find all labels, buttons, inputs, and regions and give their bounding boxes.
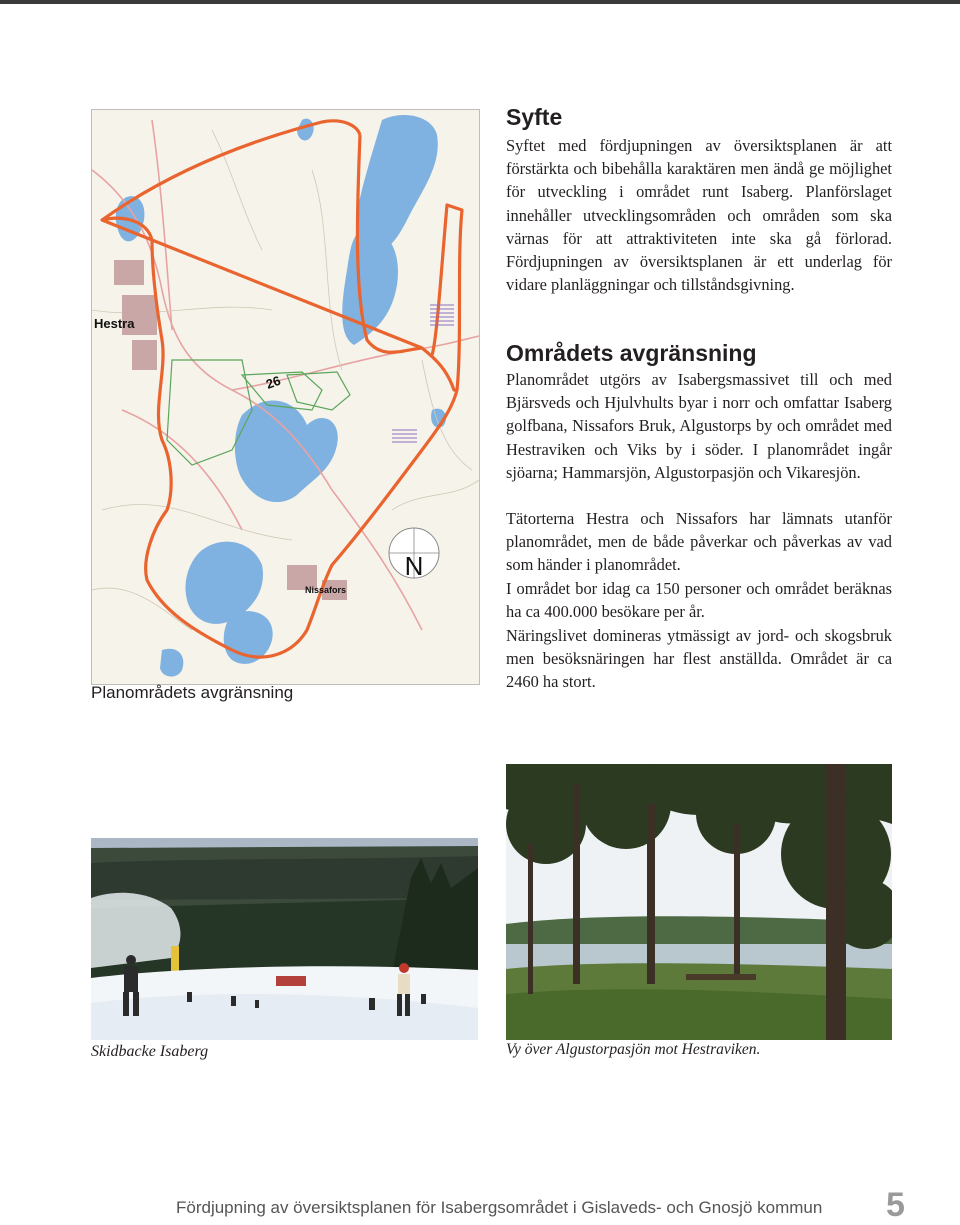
- syfte-heading: Syfte: [506, 104, 563, 130]
- avgransning-paragraph-3: I området bor idag ca 150 personer och området beräknas ha ca 400.000 besökare per år.: [506, 579, 892, 622]
- avgransning-paragraph-2: Tätorterna Hestra och Nissafors har lämnats utanför planområdet, men de både påverkar och påverkas av vad som händer i planområdet.: [506, 509, 892, 575]
- syfte-body: Syftet med fördjupningen av översiktsplanen är att förstärkta och bibehålla karaktären men ändå ge möjlighet för utveckling i området runt Isaberg. Planförslaget innehåller utvecklingsområden och områden som ska värnas för att attraktiviteten inte ska gå förlorad. Fördjupningen av översiktsplanen är ett underlag för vidare planläggningar och tillståndsgivning.: [506, 136, 892, 295]
- map-caption: Planområdets avgränsning: [91, 683, 294, 702]
- plan-area-map: [91, 109, 480, 685]
- footer-title: Fördjupning av översiktsplanen för Isabergsområdet i Gislaveds- och Gnosjö kommun: [176, 1198, 823, 1217]
- north-label: N: [404, 551, 424, 581]
- lake-view-photo: [506, 764, 892, 1040]
- avgransning-paragraph-1: Planområdet utgörs av Isabergsmassivet till och med Bjärsveds och Hjulvhults byar i norr och omfattar Isaberg golfbana, Nissafors Bruk, Algustorps by och området med Hestraviken och Viks by i söder. I planområdet ingår sjöarna; Hammarsjön, Algustorpasjön och Vikaresjön.: [506, 370, 892, 482]
- ski-photo-caption: Skidbacke Isaberg: [91, 1043, 209, 1060]
- avgransning-heading: Områdets avgränsning: [506, 340, 757, 366]
- avgransning-paragraph-4: Näringslivet domineras ytmässigt av jord- och skogsbruk men besöksnäringen har flest anställda. Området är ca 2460 ha stort.: [506, 626, 892, 692]
- lake-photo-caption: Vy över Algustorpasjön mot Hestraviken.: [506, 1041, 761, 1058]
- page-number: 5: [886, 1186, 905, 1224]
- nissafors-label: Nissafors: [305, 585, 347, 595]
- road-number-label: 26: [263, 372, 283, 392]
- hestra-label: Hestra: [94, 316, 135, 331]
- top-rule: [0, 0, 960, 4]
- ski-slope-photo: [91, 838, 478, 1040]
